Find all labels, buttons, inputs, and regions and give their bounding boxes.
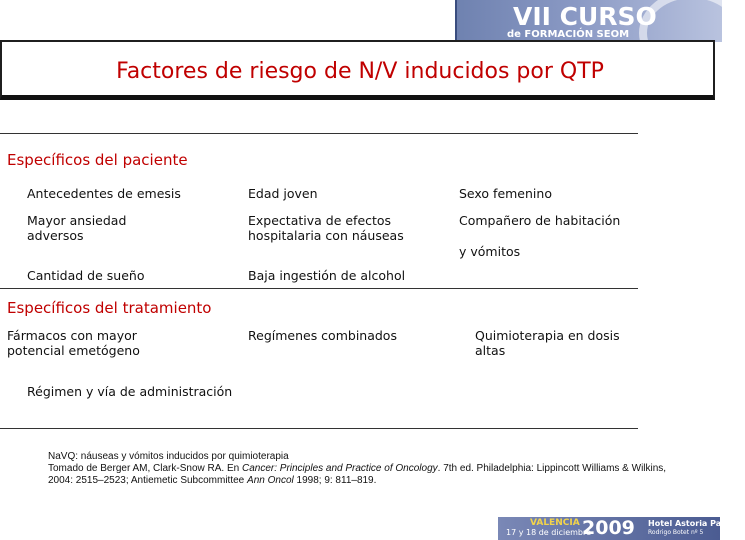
item-edad: Edad joven — [248, 186, 318, 201]
item-regimenes: Regímenes combinados — [248, 328, 397, 343]
banner-dates: 17 y 18 de diciembre — [506, 528, 592, 537]
banner-year: 2009 — [582, 517, 635, 539]
citation-text-a: Tomado de Berger AM, Clark-Snow RA. En — [48, 463, 242, 474]
slide-title: Factores de riesgo de N/V inducidos por QTP — [116, 59, 604, 84]
banner-course: VII CURSO — [513, 2, 657, 31]
banner-city: VALENCIA — [530, 518, 580, 528]
footnote-abbrev: NaVQ: náuseas y vómitos inducidos por quimioterapia — [48, 451, 289, 462]
event-banner — [498, 517, 740, 540]
banner-address: Rodrigo Botet nº 5 — [648, 529, 704, 536]
item-expectativa: Expectativa de efectos hospitalaria con náuseas — [248, 213, 404, 243]
treatment-heading: Específicos del tratamiento — [7, 299, 212, 317]
item-alcohol: Baja ingestión de alcohol — [248, 268, 406, 283]
patient-heading: Específicos del paciente — [7, 151, 188, 169]
item-sueno: Cantidad de sueño — [27, 268, 145, 283]
banner-subtitle: de FORMACIÓN SEOM — [507, 29, 630, 40]
item-via: Régimen y vía de administración — [27, 384, 233, 399]
citation-text-c: 2004: 2515–2523; Antiemetic Subcommittee — [48, 475, 248, 486]
item-companero: Compañero de habitación — [459, 213, 621, 228]
item-antecedentes: Antecedentes de emesis — [27, 186, 181, 201]
citation-journal: Ann Oncol — [247, 475, 294, 486]
footnote — [48, 451, 688, 487]
divider-middle — [0, 288, 638, 289]
item-farmacos: Fármacos con mayor potencial emetógeno — [7, 328, 140, 358]
item-sexo: Sexo femenino — [459, 186, 552, 201]
item-vomitos: y vómitos — [459, 244, 521, 259]
footnote-citation-2 — [48, 475, 688, 487]
course-banner — [455, 0, 722, 42]
item-ansiedad: Mayor ansiedad adversos — [27, 213, 127, 243]
citation-book-title: Cancer: Principles and Practice of Oncology — [241, 463, 438, 474]
banner-hotel: Hotel Astoria Palace — [648, 519, 740, 528]
divider-top — [0, 133, 638, 134]
item-quimio: Quimioterapia en dosis altas — [475, 328, 620, 358]
citation-text-d: 1998; 9: 811–819. — [293, 475, 377, 486]
divider-bottom — [0, 428, 638, 429]
footnote-citation-1 — [48, 463, 688, 475]
citation-text-b: . 7th ed. Philadelphia: Lippincott Williams & Wilkins, — [437, 463, 667, 474]
